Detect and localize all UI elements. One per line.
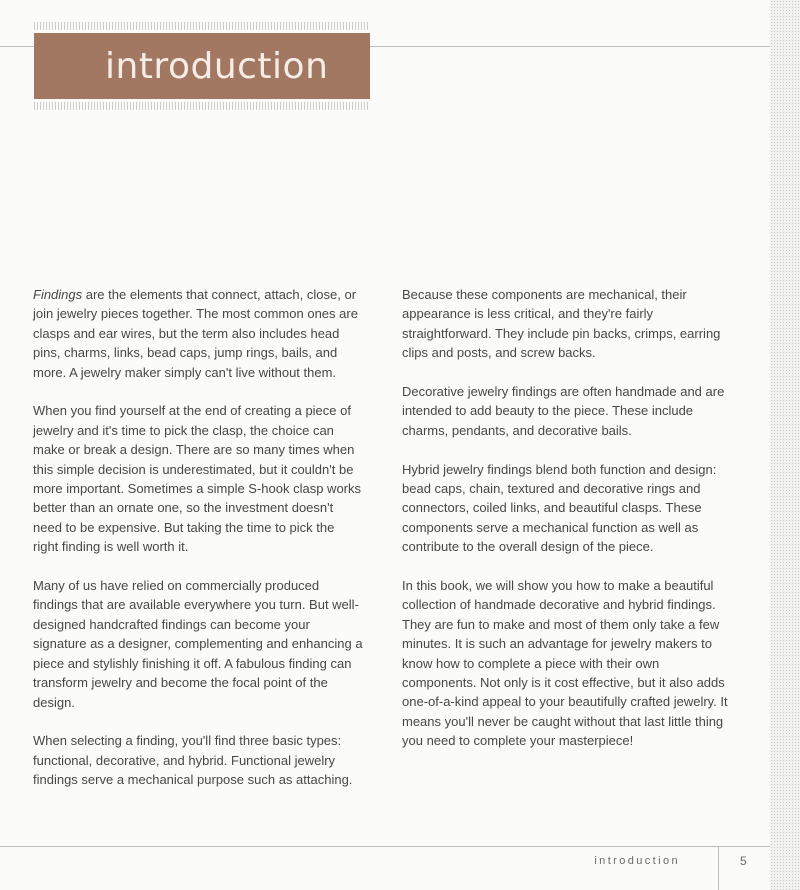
paragraph: Because these components are mechanical, their appearance is less critical, and they're fairly straightforward. They include pin backs, crimps, earring clips and posts, and screw backs. xyxy=(402,287,721,361)
left-column xyxy=(33,285,363,809)
paragraph xyxy=(33,285,363,382)
findings-term: Findings xyxy=(33,287,83,302)
paragraph: In this book, we will show you how to make a beautiful collection of handmade decorative and hybrid findings. They are fun to make and most of them only take a few minutes. It is such an advantage for jewelry makers to know how to complete a piece with their own components. Not only is it cost effective, but it also adds one-of-a-kind appeal to your beautifully crafted jewelry. It means you'll never be caught without that last little thing you need to complete your masterpiece! xyxy=(402,578,728,749)
paragraph: Hybrid jewelry findings blend both function and design: bead caps, chain, textured and decorative rings and connectors, coiled links, and beautiful clasps. These components serve a mechanical function as well as contribute to the overall design of the piece. xyxy=(402,461,717,555)
page-title: introduction xyxy=(105,45,329,87)
paragraph-text: are the elements that connect, attach, close, or join jewelry pieces together. The most common ones are clasps and ear wires, but the term also includes head pins, charms, links, bead caps, jump rings, bails, and more. A jewelry maker simply can't live without them. xyxy=(33,287,358,380)
title-banner xyxy=(34,33,370,99)
right-column xyxy=(402,285,732,770)
page-edge-texture xyxy=(770,0,800,890)
bottom-rule xyxy=(0,846,770,847)
footer-divider xyxy=(718,846,719,890)
running-head: introduction xyxy=(594,855,680,867)
paragraph: When selecting a finding, you'll find three basic types: functional, decorative, and hybrid. Functional jewelry findings serve a mechanical purpose such as attaching. xyxy=(33,733,353,788)
paragraph: Many of us have relied on commercially produced findings that are available everywhere you turn. But well-designed handcrafted findings can become your signature as a designer, complementing and enhancing a piece and stylishly finishing it off. A fabulous finding can transform jewelry and become the focal point of the design. xyxy=(33,578,363,710)
page-number: 5 xyxy=(740,854,747,868)
paragraph: Decorative jewelry findings are often handmade and are intended to add beauty to the piece. These include charms, pendants, and decorative bails. xyxy=(402,384,725,438)
paragraph: When you find yourself at the end of creating a piece of jewelry and it's time to pick the clasp, the choice can make or break a design. There are so many times when this simple decision is underestimated, but it couldn't be more important. Sometimes a simple S-hook clasp works better than an ornate one, so the investment doesn't need to be expensive. But taking the time to pick the right finding is well worth it. xyxy=(33,403,362,555)
